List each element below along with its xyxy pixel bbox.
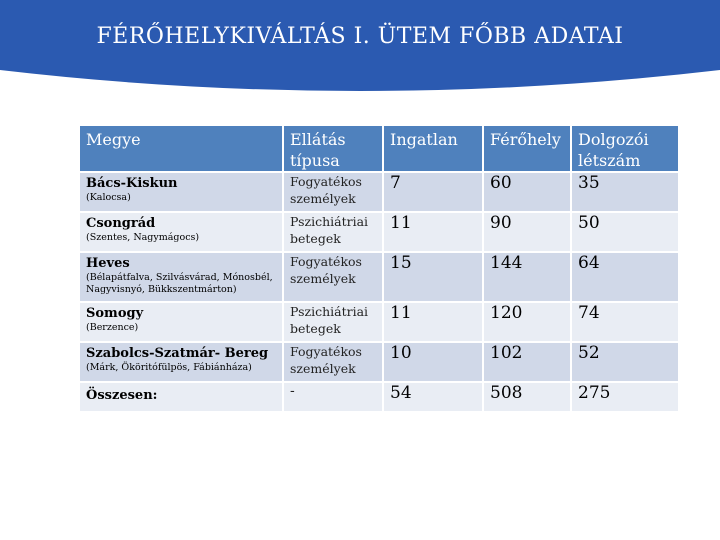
total-care-type-cell: - [284, 383, 384, 413]
dolgozoi-cell: 50 [572, 213, 680, 253]
total-ferohely-cell: 508 [484, 383, 572, 413]
county-places: (Bélapátfalva, Szilvásvárad, Mónosbél, Nagyvisnyó, Bükkszentmárton) [86, 272, 273, 295]
header-band-shape [0, 0, 720, 100]
header-ferohely: Férőhely [484, 126, 572, 173]
table-row [80, 303, 680, 343]
county-places: (Márk, Ököritófülpös, Fábiánháza) [86, 362, 252, 373]
ingatlan-cell: 10 [384, 343, 484, 383]
ferohely-cell: 144 [484, 253, 572, 303]
total-ingatlan-cell: 54 [384, 383, 484, 413]
ferohely-cell: 90 [484, 213, 572, 253]
slide-title: FÉRŐHELYKIVÁLTÁS I. ÜTEM FŐBB ADATAI [96, 24, 624, 49]
county-name: Somogy [86, 306, 144, 321]
header-band [0, 0, 720, 100]
care-type-cell: Pszichiátriai betegek [284, 303, 384, 343]
ingatlan-cell: 15 [384, 253, 484, 303]
ingatlan-cell: 11 [384, 213, 484, 253]
county-places: (Szentes, Nagymágocs) [86, 232, 200, 243]
dolgozoi-cell: 74 [572, 303, 680, 343]
ferohely-cell: 120 [484, 303, 572, 343]
dolgozoi-cell: 35 [572, 173, 680, 213]
total-dolgozoi-cell: 275 [572, 383, 680, 413]
county-name: Heves [86, 256, 130, 271]
ingatlan-cell: 7 [384, 173, 484, 213]
county-places: (Berzence) [86, 322, 139, 333]
county-cell [80, 253, 284, 303]
county-name: Bács-Kiskun [86, 176, 178, 191]
care-type-cell: Fogyatékos személyek [284, 173, 384, 213]
ingatlan-cell: 11 [384, 303, 484, 343]
county-name: Csongrád [86, 216, 156, 231]
county-places: (Kalocsa) [86, 192, 131, 203]
county-cell [80, 173, 284, 213]
header-ellatas-tipusa: Ellátás típusa [284, 126, 384, 173]
table-row [80, 213, 680, 253]
header-megye: Megye [80, 126, 284, 173]
county-cell [80, 303, 284, 343]
header-dolgozoi-letszam: Dolgozói létszám [572, 126, 680, 173]
table-total-row [80, 383, 680, 413]
total-label-cell [80, 383, 284, 413]
table-header-row [80, 126, 680, 173]
table-row [80, 253, 680, 303]
county-cell [80, 343, 284, 383]
table-row [80, 343, 680, 383]
county-cell [80, 213, 284, 253]
header-ingatlan: Ingatlan [384, 126, 484, 173]
county-name: Szabolcs-Szatmár- Bereg [86, 346, 269, 361]
ferohely-cell: 60 [484, 173, 572, 213]
data-table [80, 126, 680, 413]
dolgozoi-cell: 52 [572, 343, 680, 383]
ferohely-cell: 102 [484, 343, 572, 383]
total-label: Összesen: [86, 388, 158, 403]
care-type-cell: Pszichiátriai betegek [284, 213, 384, 253]
care-type-cell: Fogyatékos személyek [284, 343, 384, 383]
dolgozoi-cell: 64 [572, 253, 680, 303]
care-type-cell: Fogyatékos személyek [284, 253, 384, 303]
table-row [80, 173, 680, 213]
